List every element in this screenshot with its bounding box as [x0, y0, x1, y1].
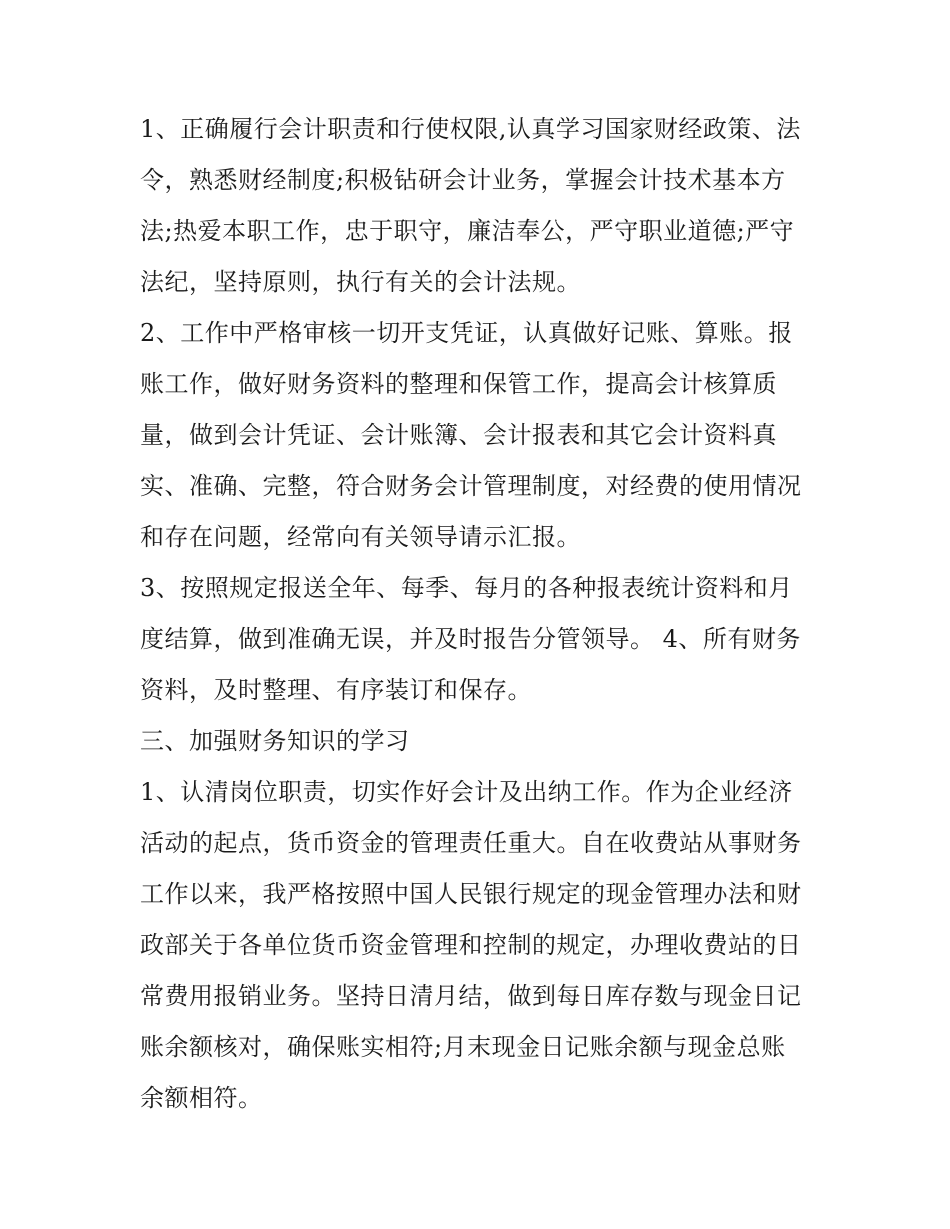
text-line: 法;热爱本职工作，忠于职守，廉洁奉公，严守职业道德;严守 — [140, 217, 795, 245]
text-line: 余额相符。 — [140, 1084, 263, 1112]
text-line: 量，做到会计凭证、会计账簿、会计报表和其它会计资料真 — [140, 421, 777, 449]
text-line: 实、准确、完整，符合财务会计管理制度，对经费的使用情况 — [140, 472, 802, 500]
text-line: 工作以来，我严格按照中国人民银行规定的现金管理办法和财 — [140, 880, 802, 908]
text-line: 账余额核对，确保账实相符;月末现金日记账余额与现金总账 — [140, 1033, 786, 1061]
text-line: 令，熟悉财经制度;积极钻研会计业务，掌握会计技术基本方 — [140, 166, 786, 194]
paragraph-duty-3-4 — [140, 563, 812, 716]
text-line: 账工作，做好财务资料的整理和保管工作，提高会计核算质 — [140, 370, 777, 398]
text-line: 度结算，做到准确无误，并及时报告分管领导。 4、所有财务 — [140, 625, 801, 653]
heading-line: 三、加强财务知识的学习 — [140, 727, 410, 755]
text-line: 资料，及时整理、有序装订和保存。 — [140, 676, 532, 704]
document-body — [140, 104, 812, 1124]
text-line: 2、工作中严格审核一切开支凭证，认真做好记账、算账。报 — [140, 319, 793, 347]
paragraph-duty-2 — [140, 308, 812, 563]
paragraph-duty-1 — [140, 104, 812, 308]
text-line: 法纪，坚持原则，执行有关的会计法规。 — [140, 268, 581, 296]
text-line: 1、正确履行会计职责和行使权限,认真学习国家财经政策、法 — [140, 115, 801, 143]
text-line: 3、按照规定报送全年、每季、每月的各种报表统计资料和月 — [140, 574, 793, 602]
section-heading — [140, 716, 812, 767]
paragraph-study-1 — [140, 767, 812, 1124]
text-line: 政部关于各单位货币资金管理和控制的规定，办理收费站的日 — [140, 931, 802, 959]
text-line: 和存在问题，经常向有关领导请示汇报。 — [140, 523, 581, 551]
text-line: 常费用报销业务。坚持日清月结，做到每日库存数与现金日记 — [140, 982, 802, 1010]
text-line: 活动的起点，货币资金的管理责任重大。自在收费站从事财务 — [140, 829, 802, 857]
text-line: 1、认清岗位职责，切实作好会计及出纳工作。作为企业经济 — [140, 778, 793, 806]
